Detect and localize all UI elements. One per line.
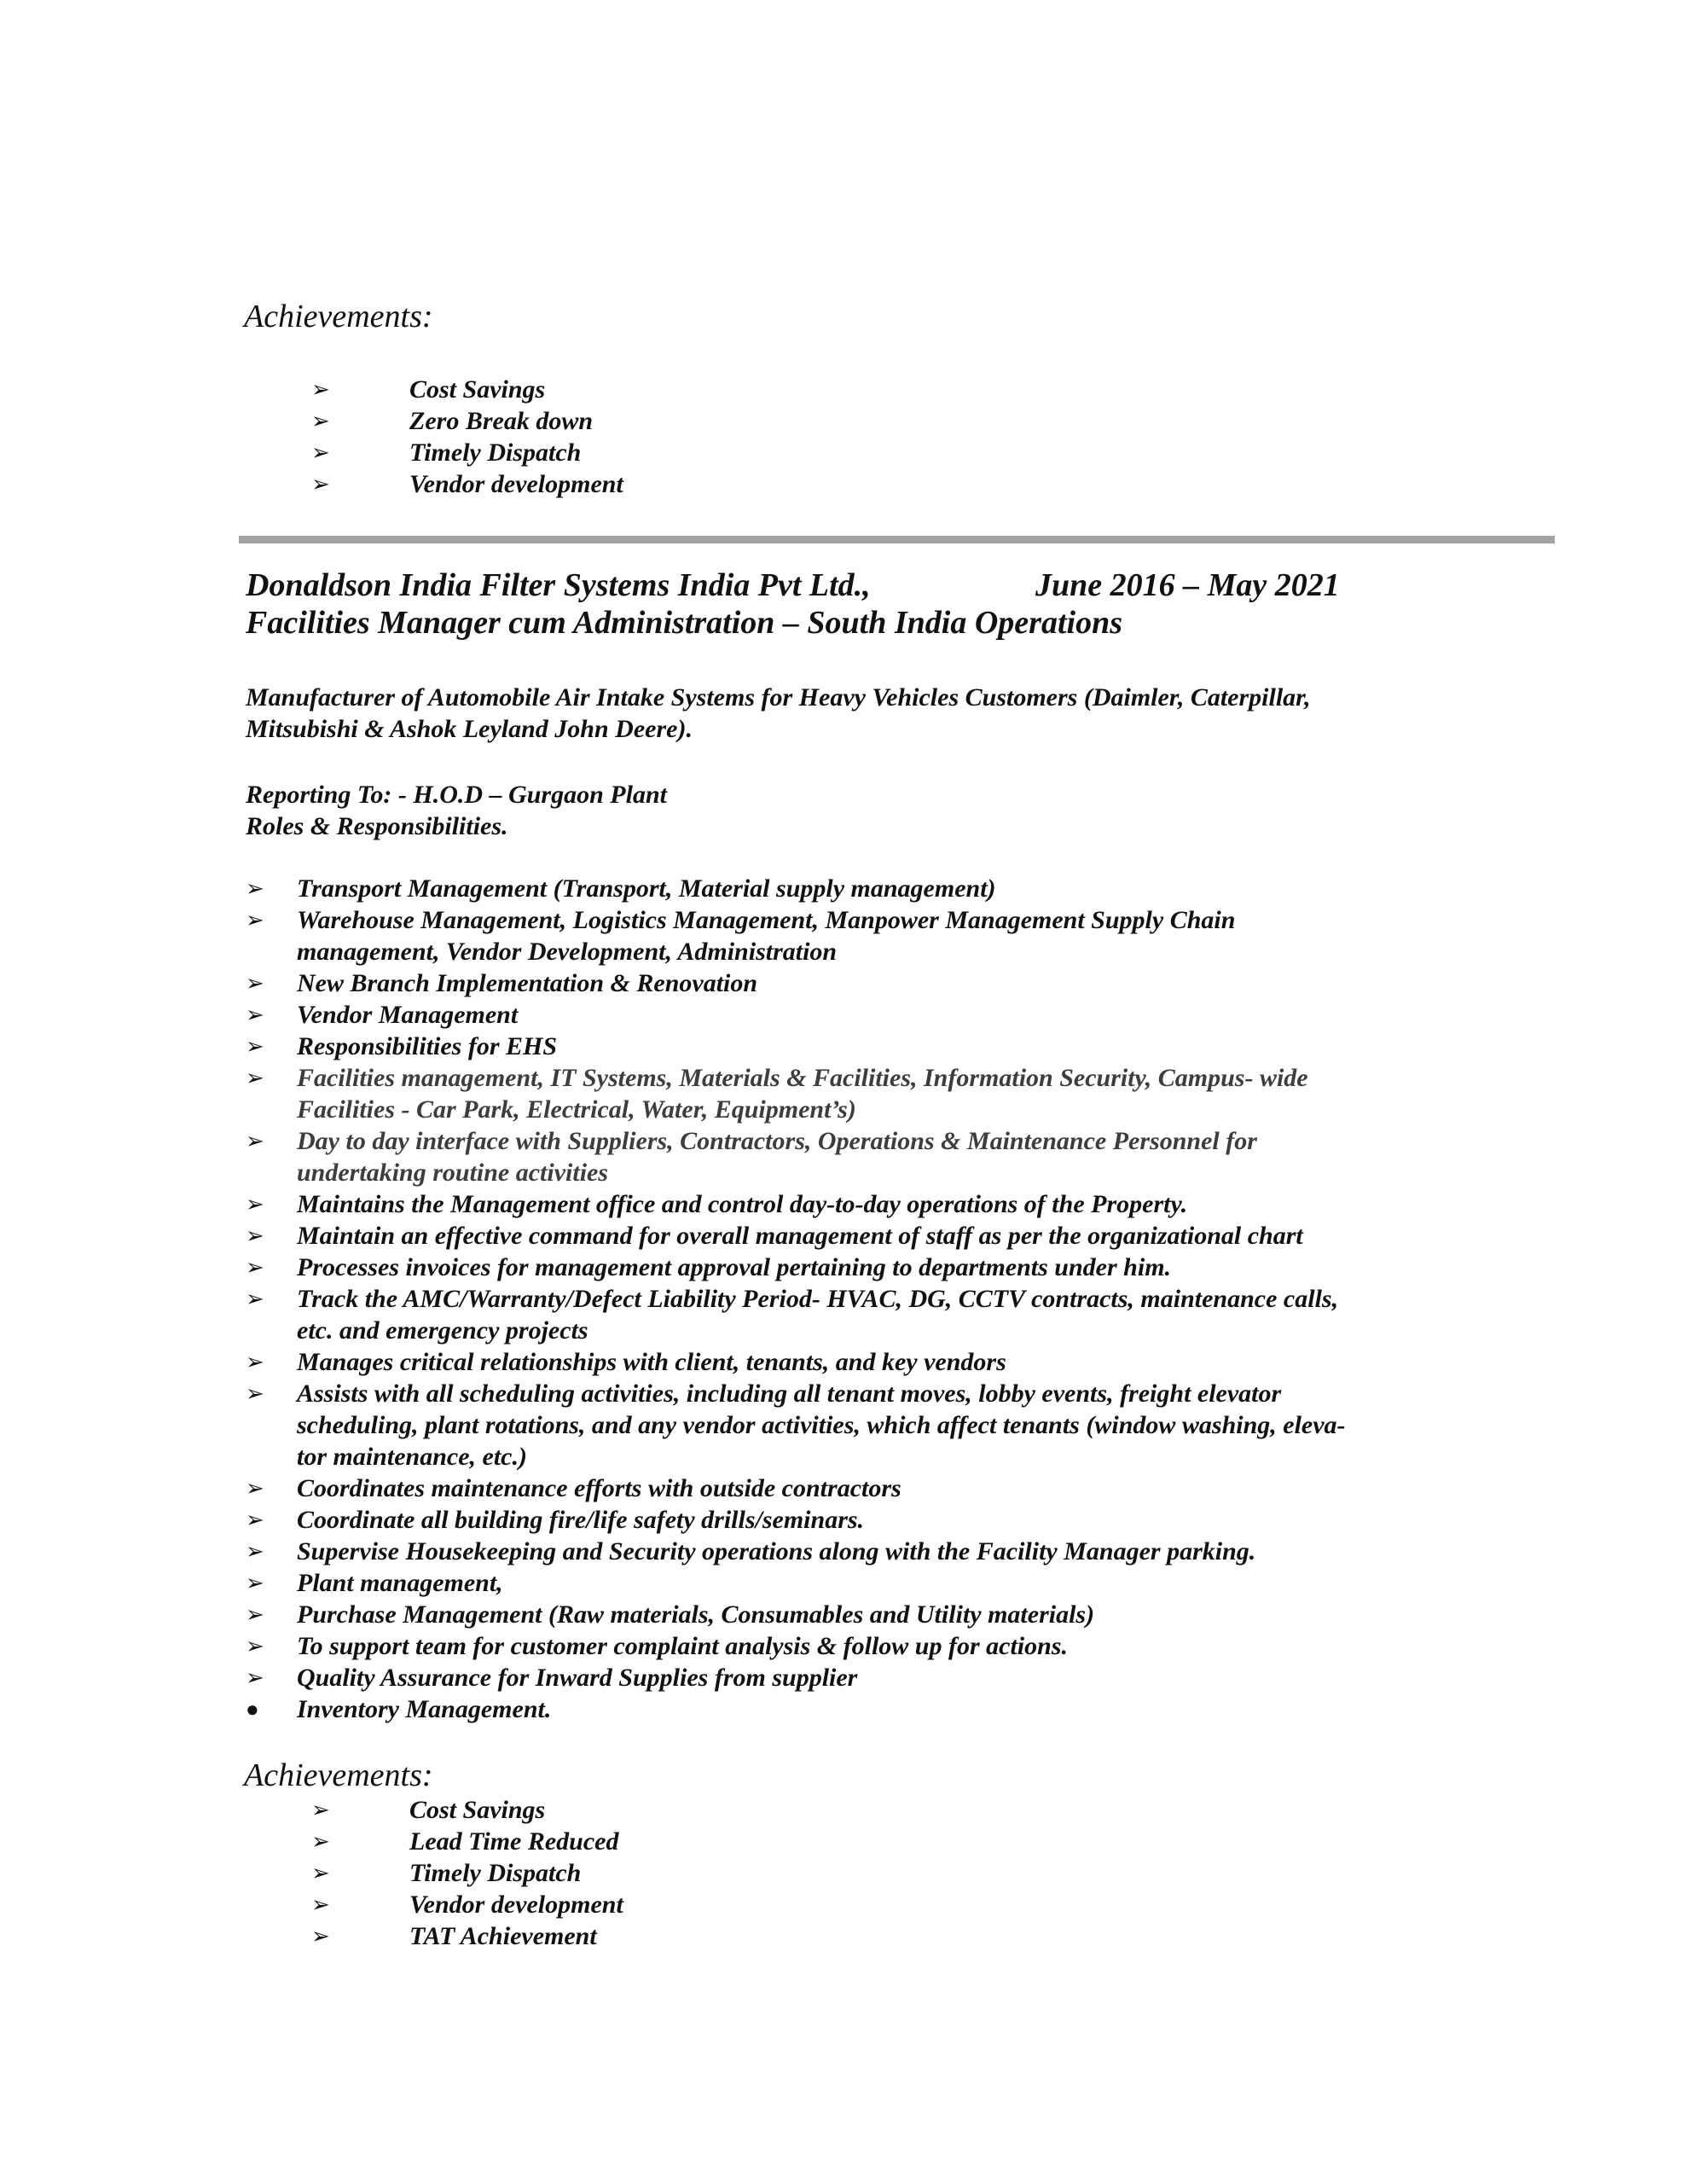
role-item <box>246 1252 1346 1283</box>
role-item <box>246 904 1346 967</box>
role-text-line: To support team for customer complaint analysis & follow up for actions. <box>297 1632 1068 1660</box>
role-item <box>246 1567 1346 1599</box>
role-text-line: Maintain an effective command for overall management of staff as per the organizational chart <box>297 1222 1303 1250</box>
role-item <box>246 1693 1346 1725</box>
list-item: ➢ Cost Savings <box>311 1796 546 1824</box>
arrow-bullet-icon: ➢ <box>246 1129 264 1153</box>
role-item <box>246 1031 1346 1062</box>
role-text-line: Processes invoices for management approval pertaining to departments under him. <box>297 1253 1172 1281</box>
arrow-bullet-icon: ➢ <box>246 1034 264 1059</box>
arrow-bullet-icon: ➢ <box>246 1192 264 1217</box>
list-item: ➢ Timely Dispatch <box>311 1859 582 1887</box>
arrow-bullet-icon: ➢ <box>246 1539 264 1564</box>
role-item <box>246 1599 1346 1630</box>
role-item <box>246 1062 1346 1125</box>
role-text-line: Responsibilities for EHS <box>297 1032 558 1060</box>
role-text-line: Supervise Housekeeping and Security operations along with the Facility Manager parking. <box>297 1537 1256 1565</box>
achievements-heading-bottom: Achievements: <box>244 1757 433 1793</box>
roles-list <box>246 873 1346 1725</box>
role-text-line: Maintains the Management office and control day-to-day operations of the Property. <box>297 1190 1188 1218</box>
arrow-bullet-icon: ➢ <box>311 1798 330 1822</box>
role-text-line: Inventory Management. <box>297 1695 552 1723</box>
role-text-line: etc. and emergency projects <box>297 1316 588 1345</box>
role-text-line: Coordinates maintenance efforts with outside contractors <box>297 1474 901 1502</box>
role-item <box>246 1662 1346 1693</box>
arrow-bullet-icon: ➢ <box>246 1602 264 1627</box>
role-text-line: Vendor Management <box>297 1001 519 1029</box>
section-divider <box>239 536 1555 543</box>
arrow-bullet-icon: ➢ <box>246 1255 264 1280</box>
role-text-line: Facilities management, IT Systems, Materials & Facilities, Information Security, Campus- wide <box>297 1064 1308 1092</box>
achievements-heading-top: Achievements: <box>244 299 433 334</box>
arrow-bullet-icon: ➢ <box>311 1892 330 1917</box>
arrow-bullet-icon: ➢ <box>246 1476 264 1501</box>
role-item <box>246 1472 1346 1504</box>
role-text-line: undertaking routine activities <box>297 1159 609 1187</box>
company-name: Donaldson India Filter Systems India Pvt Ltd., <box>246 567 871 603</box>
role-item <box>246 1220 1346 1252</box>
arrow-bullet-icon: ➢ <box>246 1066 264 1090</box>
list-item: ➢ Lead Time Reduced <box>311 1827 619 1856</box>
arrow-bullet-icon: ➢ <box>246 1665 264 1690</box>
role-text-line: Day to day interface with Suppliers, Contractors, Operations & Maintenance Personnel for <box>297 1127 1257 1155</box>
role-item <box>246 967 1346 999</box>
role-item <box>246 1188 1346 1220</box>
arrow-bullet-icon: ➢ <box>246 1287 264 1311</box>
achievements-list-top <box>311 374 623 500</box>
job-title: Facilities Manager cum Administration – South India Operations <box>246 605 1122 641</box>
arrow-bullet-icon: ➢ <box>311 1829 330 1854</box>
arrow-bullet-icon: ➢ <box>246 1634 264 1658</box>
bullet-dot-icon: ● <box>246 1697 259 1722</box>
role-text-line: Purchase Management (Raw materials, Consumables and Utility materials) <box>297 1600 1095 1629</box>
role-text-line: Facilities - Car Park, Electrical, Water, Equipment’s) <box>297 1095 856 1124</box>
arrow-bullet-icon: ➢ <box>246 971 264 996</box>
role-item <box>246 1378 1346 1472</box>
role-item <box>246 1125 1346 1188</box>
roles-heading: Roles & Responsibilities. <box>246 812 508 840</box>
role-item <box>246 873 1346 904</box>
role-item <box>246 1536 1346 1567</box>
list-item: ➢ Zero Break down <box>311 407 594 435</box>
role-text-line: tor maintenance, etc.) <box>297 1443 527 1471</box>
achievements-list-bottom <box>311 1794 623 1952</box>
role-item <box>246 1504 1346 1536</box>
arrow-bullet-icon: ➢ <box>246 1350 264 1374</box>
list-item: ➢ Timely Dispatch <box>311 439 582 467</box>
role-text-line: Coordinate all building fire/life safety drills/seminars. <box>297 1506 865 1534</box>
role-text-line: Track the AMC/Warranty/Defect Liability Period- HVAC, DG, CCTV contracts, maintenance calls, <box>297 1285 1339 1313</box>
company-description-line: Manufacturer of Automobile Air Intake Systems for Heavy Vehicles Customers (Daimler, Caterpillar, <box>246 683 1311 712</box>
arrow-bullet-icon: ➢ <box>246 908 264 932</box>
company-description-line: Mitsubishi & Ashok Leyland John Deere). <box>246 715 693 743</box>
arrow-bullet-icon: ➢ <box>246 876 264 901</box>
role-text-line: Assists with all scheduling activities, including all tenant moves, lobby events, freight elevator <box>297 1380 1282 1408</box>
arrow-bullet-icon: ➢ <box>311 472 330 497</box>
arrow-bullet-icon: ➢ <box>311 1924 330 1949</box>
arrow-bullet-icon: ➢ <box>311 409 330 433</box>
list-item: ➢ Cost Savings <box>311 375 546 404</box>
arrow-bullet-icon: ➢ <box>246 1507 264 1532</box>
role-item <box>246 1283 1346 1346</box>
role-text-line: New Branch Implementation & Renovation <box>297 969 758 997</box>
arrow-bullet-icon: ➢ <box>311 377 330 402</box>
role-item <box>246 999 1346 1031</box>
role-text-line: scheduling, plant rotations, and any vendor activities, which affect tenants (window washing, eleva- <box>297 1411 1346 1439</box>
role-text-line: Manages critical relationships with client, tenants, and key vendors <box>297 1348 1006 1376</box>
arrow-bullet-icon: ➢ <box>246 1223 264 1248</box>
arrow-bullet-icon: ➢ <box>311 1861 330 1885</box>
arrow-bullet-icon: ➢ <box>311 440 330 465</box>
list-item: ➢ Vendor development <box>311 1891 623 1919</box>
arrow-bullet-icon: ➢ <box>246 1381 264 1406</box>
role-text-line: Transport Management (Transport, Material supply management) <box>297 874 996 903</box>
role-item <box>246 1346 1346 1378</box>
list-item: ➢ Vendor development <box>311 470 623 498</box>
employment-dates: June 2016 – May 2021 <box>1035 567 1340 603</box>
arrow-bullet-icon: ➢ <box>246 1571 264 1595</box>
role-text-line: Quality Assurance for Inward Supplies from supplier <box>297 1664 858 1692</box>
role-text-line: management, Vendor Development, Administration <box>297 938 838 966</box>
role-text-line: Plant management, <box>297 1569 503 1597</box>
role-item <box>246 1630 1346 1662</box>
role-text-line: Warehouse Management, Logistics Management, Manpower Management Supply Chain <box>297 906 1236 934</box>
reporting-line: Reporting To: - H.O.D – Gurgaon Plant <box>246 781 667 809</box>
arrow-bullet-icon: ➢ <box>246 1002 264 1027</box>
list-item: ➢ TAT Achievement <box>311 1922 597 1950</box>
